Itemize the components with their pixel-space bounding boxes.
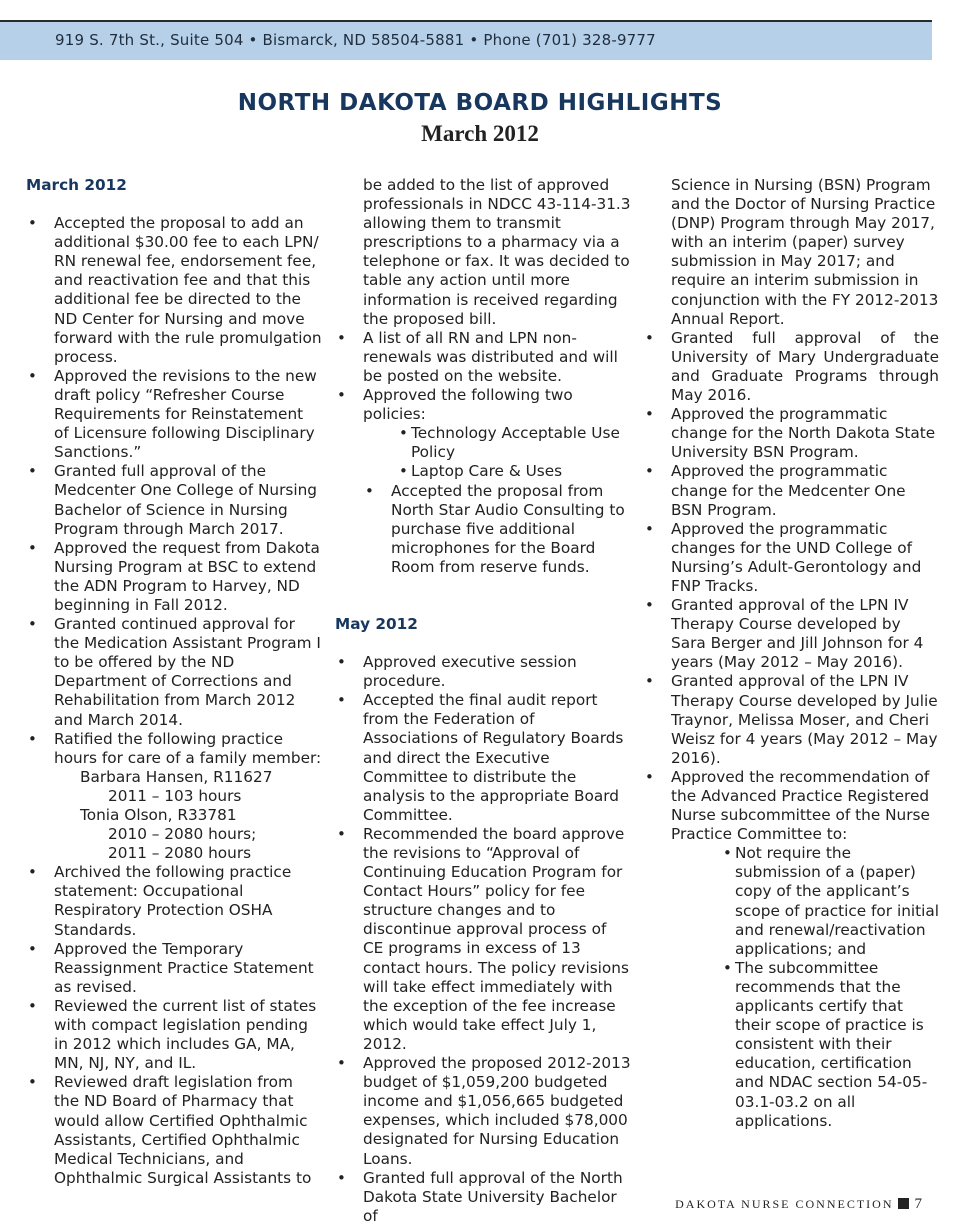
list-item: • Approved the recommendation of the Advanced Practice Registered Nurse subcommittee of the Nurse Practice Committee to: • Not require the submission of a (paper) copy of the applicant’s scope of practice for initial and renewal/reactivation applications; and • The subcommittee recommends that the applicants certify that their scope of practice is consistent with their education, certification and NDAC section 54-05-03.1-03.2 on all applications.: [645, 767, 940, 1130]
policy-list: [363, 424, 631, 481]
list-item: • Approved executive session procedure.: [337, 653, 577, 691]
list-item: • Approved the programmatic change for the North Dakota State University BSN Program.: [645, 405, 936, 462]
apn-sub-list: [671, 844, 939, 1130]
list-item: • Approved the programmatic changes for the UND College of Nursing’s Adult-Gerontology and FNP Tracks.: [645, 519, 922, 595]
practice-hours-name: Barbara Hansen, R11627: [80, 767, 273, 786]
section-heading-march: March 2012: [26, 176, 127, 194]
list-item: • Approved the revisions to the new draft policy “Refresher Course Requirements for Reinstatement of Licensure following Disciplinary Sanctions.”: [28, 366, 317, 462]
list-item: • Approved the proposed 2012-2013 budget of $1,059,200 budgeted income and $1,056,665 budgeted expenses, which included $78,000 designated for Nursing Education Loans.: [337, 1054, 631, 1168]
page-subtitle: March 2012: [421, 121, 539, 146]
list-item: • Accepted the final audit report from the Federation of Associations of Regulatory Boards and direct the Executive Committee to distribute the analysis to the appropriate Board Committee.: [337, 691, 624, 824]
list-item: • Approved the following two policies: • Technology Acceptable Use Policy • Laptop Care & Uses: [335, 386, 631, 481]
may-list-continued: [643, 329, 939, 1131]
list-item: • Granted full approval of the University of Mary Undergraduate and Graduate Programs through May 2016.: [645, 328, 939, 405]
continued-text: Science in Nursing (BSN) Program and the Doctor of Nursing Practice (DNP) Program through May 2017, with an interim (paper) survey submission in May 2017; and require an interim submission in conjunction with the FY 2012-2013 Annual Report.: [671, 176, 939, 328]
practice-hours-value: 2011 – 103 hours: [108, 786, 242, 805]
column-3: [643, 176, 939, 1131]
sub-list-item: • The subcommittee recommends that the applicants certify that their scope of practice is consistent with their education, certification and NDAC section 54-05-03.1-03.2 on all applications.: [723, 958, 928, 1130]
may-list: [335, 653, 631, 1226]
page-number: 7: [914, 1196, 922, 1212]
list-item: • Reviewed the current list of states with compact legislation pending in 2012 which includes GA, MA, MN, NJ, NY, and IL.: [28, 996, 317, 1073]
list-item: • Approved the request from Dakota Nursing Program at BSC to extend the ADN Program to Harvey, ND beginning in Fall 2012.: [28, 538, 320, 614]
practice-hours-name: Tonia Olson, R33781: [80, 806, 237, 824]
sub-list-item: • Not require the submission of a (paper) copy of the applicant’s scope of practice for initial and renewal/reactivation applications; and: [723, 844, 940, 958]
page-title: NORTH DAKOTA BOARD HIGHLIGHTS: [237, 90, 723, 116]
practice-hours-value: 2010 – 2080 hours;: [108, 825, 257, 844]
march-list-continued: [335, 329, 631, 577]
list-item: • Reviewed draft legislation from the ND Board of Pharmacy that would allow Certified Ophthalmic Assistants, Certified Ophthalmic Medical Technicians, and Ophthalmic Surgical Assistants to: [28, 1073, 312, 1187]
list-item: • Granted approval of the LPN IV Therapy Course developed by Sara Berger and Jill Johnson for 4 years (May 2012 – May 2016).: [645, 596, 924, 672]
column-1: [26, 176, 322, 1188]
list-item: • A list of all RN and LPN non-renewals was distributed and will be posted on the website.: [337, 328, 618, 385]
policy-item: • Technology Acceptable Use Policy: [399, 424, 620, 462]
practice-hours-value: 2011 – 2080 hours: [108, 844, 252, 863]
page-footer: [675, 1196, 922, 1213]
address-line: 919 S. 7th St., Suite 504 • Bismarck, ND 58504-5881 • Phone (701) 328-9777: [55, 31, 656, 49]
section-heading-may: May 2012: [335, 614, 418, 633]
continued-text: be added to the list of approved professionals in NDCC 43-114-31.3 allowing them to transmit prescriptions to a pharmacy via a telephone or fax. It was decided to table any action until more information is received regarding the proposed bill.: [363, 176, 631, 328]
list-item: • Ratified the following practice hours for care of a family member: Barbara Hansen, R11627 2011 – 103 hours Tonia Olson, R33781 2010 – 2080 hours; 2011 – 2080 hours: [28, 729, 322, 863]
list-item: • Approved the programmatic change for the Medcenter One BSN Program.: [645, 462, 906, 519]
header-band: [0, 22, 932, 60]
list-item: • Recommended the board approve the revisions to “Approval of Continuing Education Program for Contact Hours” policy for fee structure changes and to discontinue approval process of CE programs in excess of 13 contact hours. The policy revisions will take effect immediately with the exception of the fee increase which would take effect July 1, 2012.: [337, 824, 629, 1053]
list-item: • Granted full approval of the North Dakota State University Bachelor of: [337, 1168, 623, 1225]
list-item: • Accepted the proposal to add an additional $30.00 fee to each LPN/ RN renewal fee, endorsement fee, and reactivation fee and that this additional fee be directed to the ND Center for Nursing and move forward with the rule promulgation process.: [28, 214, 322, 366]
policy-item: • Laptop Care & Uses: [399, 462, 563, 481]
publication-name: DAKOTA NURSE CONNECTION: [675, 1197, 894, 1211]
list-item: • Archived the following practice statement: Occupational Respiratory Protection OSHA Standards.: [28, 863, 292, 939]
list-item: • Granted continued approval for the Medication Assistant Program I to be offered by the ND Department of Corrections and Rehabilitation from March 2012 and March 2014.: [28, 615, 321, 729]
square-icon: [898, 1198, 909, 1209]
list-item: • Granted approval of the LPN IV Therapy Course developed by Julie Traynor, Melissa Moser, and Cheri Weisz for 4 years (May 2012 – May 2016).: [645, 672, 938, 767]
list-item: • Accepted the proposal from North Star Audio Consulting to purchase five additional microphones for the Board Room from reserve funds.: [365, 481, 625, 576]
list-item: • Approved the Temporary Reassignment Practice Statement as revised.: [28, 939, 314, 996]
column-2: [335, 176, 631, 1226]
march-list: [26, 214, 322, 1188]
list-item: • Granted full approval of the Medcenter One College of Nursing Bachelor of Science in Nursing Program through March 2017.: [28, 462, 317, 538]
